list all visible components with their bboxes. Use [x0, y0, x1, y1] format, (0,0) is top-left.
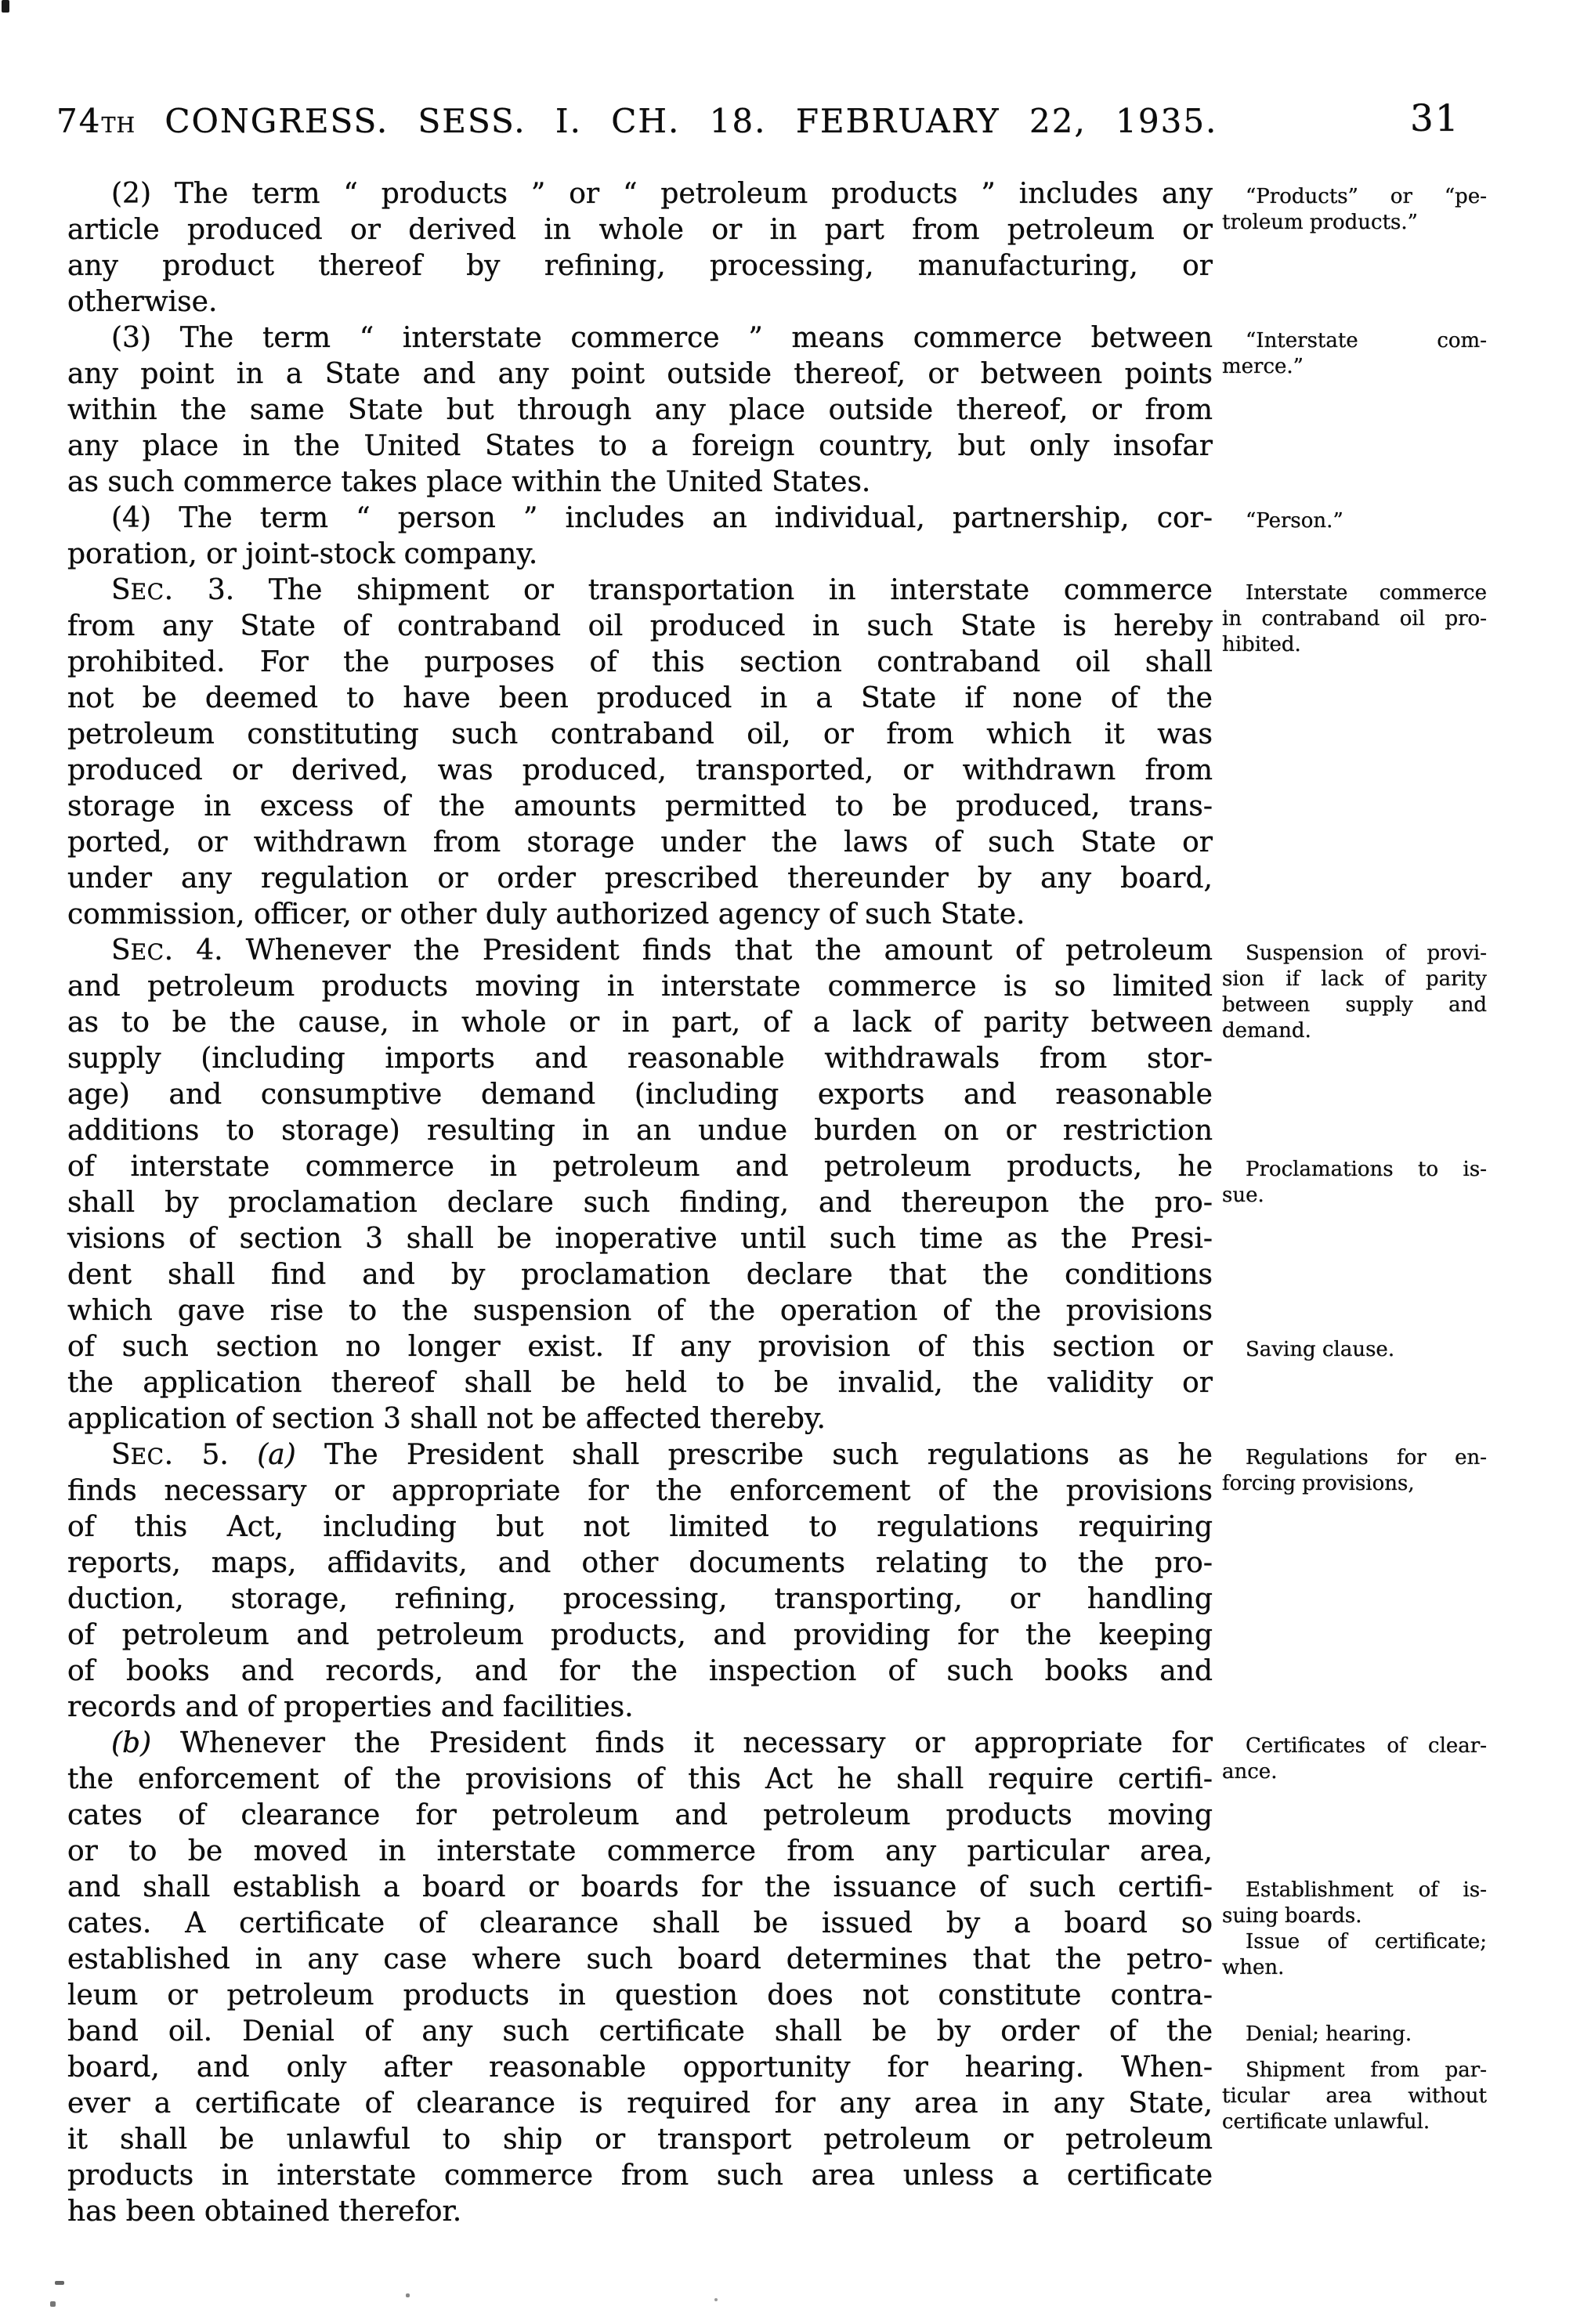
margin-note	[1222, 580, 1487, 658]
body-line: as such commerce takes place within the United States.	[67, 466, 871, 498]
body-line: band oil. Denial of any such certificate shall be by order of the	[67, 2015, 1213, 2048]
body-line: under any regulation or order prescribed thereunder by any board,	[67, 862, 1213, 895]
margin-note-line: merce.”	[1222, 355, 1304, 378]
body-line: SEC. 3. The shipment or transportation in interstate commerce	[111, 574, 1213, 606]
margin-note	[1222, 1445, 1487, 1497]
scan-speck	[50, 2301, 56, 2307]
body-line: of petroleum and petroleum products, and providing for the keeping	[67, 1619, 1213, 1651]
margin-note-line: Interstate commerce	[1246, 581, 1487, 605]
margin-note-line: suing boards.	[1222, 1904, 1362, 1928]
body-line: or to be moved in interstate commerce from any particular area,	[67, 1835, 1213, 1867]
margin-note-line: Shipment from par-	[1246, 2058, 1487, 2082]
body-line: ported, or withdrawn from storage under the laws of such State or	[67, 826, 1213, 858]
margin-note-line: Regulations for en-	[1246, 1446, 1487, 1469]
body-line: products in interstate commerce from such area unless a certificate	[67, 2160, 1213, 2192]
body-line: additions to storage) resulting in an undue burden on or restriction	[67, 1115, 1213, 1147]
body-line: reports, maps, affidavits, and other documents relating to the pro-	[67, 1547, 1213, 1579]
body-line: has been obtained therefor.	[67, 2196, 462, 2228]
body-line: of books and records, and for the inspection of such books and	[67, 1655, 1213, 1687]
margin-note-line: between supply and	[1222, 993, 1487, 1017]
body-line: (b) Whenever the President finds it necessary or appropriate for	[111, 1727, 1213, 1759]
body-line: records and of properties and facilities.	[67, 1691, 634, 1723]
margin-note-line: Establishment of is-	[1246, 1878, 1487, 1902]
body-line: the enforcement of the provisions of this Act he shall require certifi-	[67, 1763, 1213, 1795]
body-line: SEC. 4. Whenever the President finds that the amount of petroleum	[111, 934, 1213, 967]
body-line: the application thereof shall be held to be invalid, the validity or	[67, 1367, 1213, 1399]
margin-note-line: demand.	[1222, 1019, 1311, 1043]
margin-note	[1222, 508, 1487, 534]
margin-note-line: “Person.”	[1246, 509, 1343, 533]
margin-note	[1222, 1157, 1487, 1209]
margin-note	[1222, 1337, 1487, 1363]
body-line: any product thereof by refining, processing, manufacturing, or	[67, 250, 1213, 282]
body-line: commission, officer, or other duly authorized agency of such State.	[67, 898, 1025, 931]
body-line: petroleum constituting such contraband oil, or from which it was	[67, 718, 1213, 750]
margin-note-line: forcing provisions,	[1222, 1472, 1415, 1495]
body-line: cates of clearance for petroleum and petroleum products moving	[67, 1799, 1213, 1831]
margin-note-line: certificate unlawful.	[1222, 2110, 1430, 2134]
margin-note-line: sion if lack of parity	[1222, 967, 1487, 991]
body-line: any place in the United States to a foreign country, but only insofar	[67, 430, 1213, 462]
body-line: duction, storage, refining, processing, transporting, or handling	[67, 1583, 1213, 1615]
margin-note	[1222, 328, 1487, 380]
margin-note-line: “Products” or “pe-	[1246, 185, 1487, 208]
page-number: 31	[1410, 97, 1460, 140]
margin-note	[1222, 2022, 1487, 2048]
body-line: age) and consumptive demand (including exports and reasonable	[67, 1079, 1213, 1111]
margin-note-line: Certificates of clear-	[1246, 1734, 1487, 1758]
margin-note	[1222, 2058, 1487, 2135]
congress-ordinal: TH	[101, 114, 136, 138]
body-line: prohibited. For the purposes of this section contraband oil shall	[67, 646, 1213, 678]
body-line: any point in a State and any point outside thereof, or between points	[67, 358, 1213, 390]
header-title: CONGRESS. SESS. I. CH. 18. FEBRUARY 22, 1935.	[165, 102, 1218, 140]
body-line: produced or derived, was produced, transported, or withdrawn from	[67, 754, 1213, 786]
congress-number: 74	[56, 102, 102, 140]
body-line: within the same State but through any place outside thereof, or from	[67, 394, 1213, 426]
scan-speck	[55, 2281, 64, 2285]
margin-note-line: ance.	[1222, 1760, 1278, 1784]
body-line: of interstate commerce in petroleum and petroleum products, he	[67, 1151, 1213, 1183]
margin-note-line: when.	[1222, 1956, 1285, 1979]
margin-note-line: “Interstate com-	[1246, 329, 1487, 352]
body-line: which gave rise to the suspension of the operation of the provisions	[67, 1295, 1213, 1327]
body-line: poration, or joint-stock company.	[67, 538, 538, 570]
body-line: visions of section 3 shall be inoperative until such time as the Presi-	[67, 1223, 1213, 1255]
body-line: article produced or derived in whole or in part from petroleum or	[67, 214, 1213, 246]
margin-note-line: Suspension of provi-	[1246, 942, 1487, 965]
body-line: established in any case where such board determines that the petro-	[67, 1943, 1213, 1975]
body-line: otherwise.	[67, 286, 218, 318]
margin-note-line: sue.	[1222, 1184, 1264, 1207]
margin-note-line: troleum products.”	[1222, 211, 1418, 234]
body-line: supply (including imports and reasonable withdrawals from stor-	[67, 1043, 1213, 1075]
body-line: and petroleum products moving in interstate commerce is so limited	[67, 970, 1213, 1003]
body-line: ever a certificate of clearance is required for any area in any State,	[67, 2087, 1213, 2120]
margin-note	[1222, 1878, 1487, 1929]
body-line: and shall establish a board or boards for the issuance of such certifi-	[67, 1871, 1213, 1903]
body-line: cates. A certificate of clearance shall be issued by a board so	[67, 1907, 1213, 1939]
body-line: it shall be unlawful to ship or transport petroleum or petroleum	[67, 2123, 1213, 2156]
scan-speck	[714, 2298, 718, 2301]
scan-speck	[406, 2293, 410, 2297]
body-line: SEC. 5. (a) The President shall prescribe such regulations as he	[111, 1439, 1213, 1471]
margin-note	[1222, 941, 1487, 1044]
body-line: (3) The term “ interstate commerce ” means commerce between	[111, 322, 1213, 354]
body-line: not be deemed to have been produced in a State if none of the	[67, 682, 1213, 714]
margin-note	[1222, 1929, 1487, 1981]
body-line: finds necessary or appropriate for the enforcement of the provisions	[67, 1475, 1213, 1507]
body-line: (4) The term “ person ” includes an individual, partnership, cor-	[111, 502, 1213, 534]
body-line: shall by proclamation declare such finding, and thereupon the pro-	[67, 1187, 1213, 1219]
body-line: storage in excess of the amounts permitted to be produced, trans-	[67, 790, 1213, 822]
scan-speck	[2, 0, 9, 13]
margin-note-line: Denial; hearing.	[1246, 2022, 1412, 2046]
body-line: dent shall find and by proclamation declare that the conditions	[67, 1259, 1213, 1291]
body-line: leum or petroleum products in question does not constitute contra-	[67, 1979, 1213, 2011]
margin-note-line: hibited.	[1222, 633, 1301, 656]
margin-note-line: Issue of certificate;	[1246, 1930, 1487, 1954]
body-line: application of section 3 shall not be affected thereby.	[67, 1403, 826, 1435]
body-line: as to be the cause, in whole or in part, of a lack of parity between	[67, 1007, 1213, 1039]
margin-note-line: in contraband oil pro-	[1222, 607, 1487, 631]
margin-note	[1222, 184, 1487, 236]
body-line: board, and only after reasonable opportunity for hearing. When-	[67, 2051, 1213, 2084]
body-line: (2) The term “ products ” or “ petroleum products ” includes any	[111, 178, 1213, 210]
body-line: from any State of contraband oil produced in such State is hereby	[67, 610, 1213, 642]
margin-note	[1222, 1733, 1487, 1785]
margin-note-line: ticular area without	[1222, 2084, 1487, 2108]
body-line: of such section no longer exist. If any provision of this section or	[67, 1331, 1213, 1363]
margin-note-line: Saving clause.	[1246, 1338, 1395, 1361]
margin-note-line: Proclamations to is-	[1246, 1158, 1487, 1181]
body-line: of this Act, including but not limited to regulations requiring	[67, 1511, 1213, 1543]
